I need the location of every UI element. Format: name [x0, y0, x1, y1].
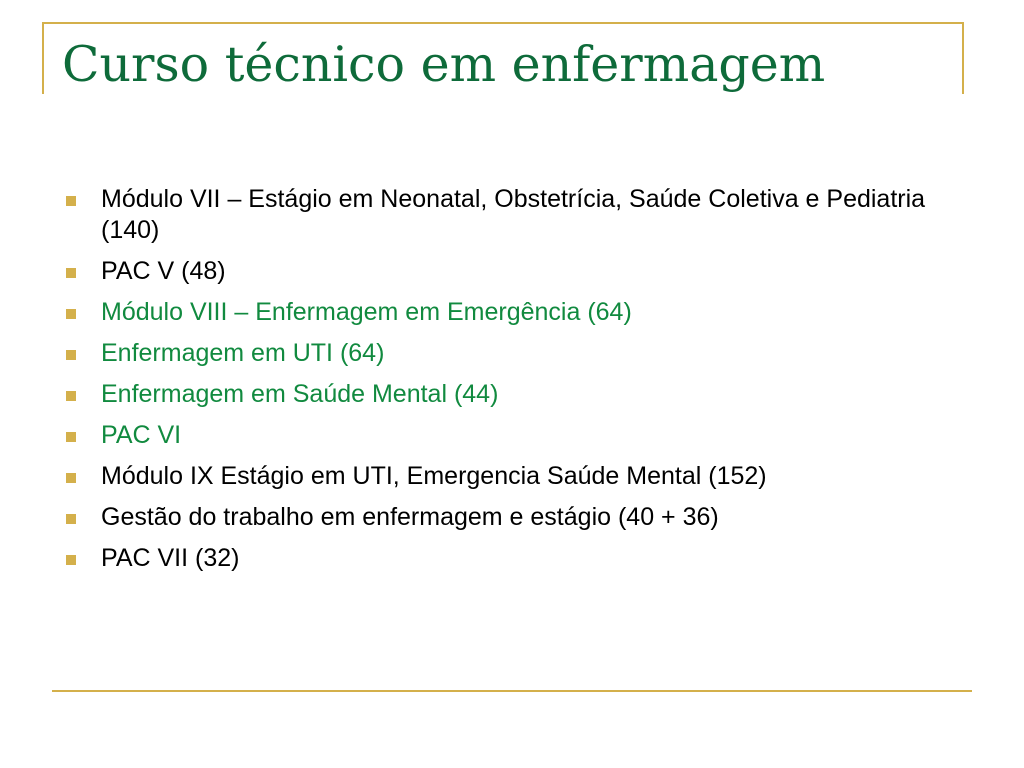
bullet-text: Enfermagem em UTI (64) — [101, 339, 385, 367]
bullet-item — [66, 379, 956, 410]
bullet-text: Gestão do trabalho em enfermagem e estágio (40 + 36) — [101, 503, 719, 531]
square-bullet-icon — [66, 350, 76, 360]
square-bullet-icon — [66, 268, 76, 278]
bullet-text: PAC VI — [101, 421, 182, 449]
square-bullet-icon — [66, 309, 76, 319]
bullet-text: Módulo VII – Estágio em Neonatal, Obstetrícia, Saúde Coletiva e Pediatria (140) — [101, 185, 926, 244]
bullet-item — [66, 502, 956, 533]
square-bullet-icon — [66, 391, 76, 401]
slide-title: Curso técnico em enfermagem — [62, 36, 826, 93]
bullet-text: PAC VII (32) — [101, 544, 240, 572]
square-bullet-icon — [66, 555, 76, 565]
bullet-text: Enfermagem em Saúde Mental (44) — [101, 380, 499, 408]
bullet-list — [66, 184, 956, 584]
bullet-text: Módulo IX Estágio em UTI, Emergencia Saúde Mental (152) — [101, 462, 767, 490]
bullet-text: Módulo VIII – Enfermagem em Emergência (64) — [101, 298, 632, 326]
bullet-item — [66, 256, 956, 287]
bullet-item — [66, 420, 956, 451]
frame-bottom-line — [52, 690, 972, 692]
square-bullet-icon — [66, 473, 76, 483]
frame-top-line — [44, 22, 964, 24]
bullet-text: PAC V (48) — [101, 257, 226, 285]
square-bullet-icon — [66, 432, 76, 442]
bullet-item — [66, 543, 956, 574]
bullet-item — [66, 461, 956, 492]
bullet-item — [66, 338, 956, 369]
frame-left-line — [42, 22, 44, 94]
square-bullet-icon — [66, 196, 76, 206]
bullet-item — [66, 184, 956, 246]
bullet-item — [66, 297, 956, 328]
square-bullet-icon — [66, 514, 76, 524]
frame-right-line — [962, 22, 964, 94]
